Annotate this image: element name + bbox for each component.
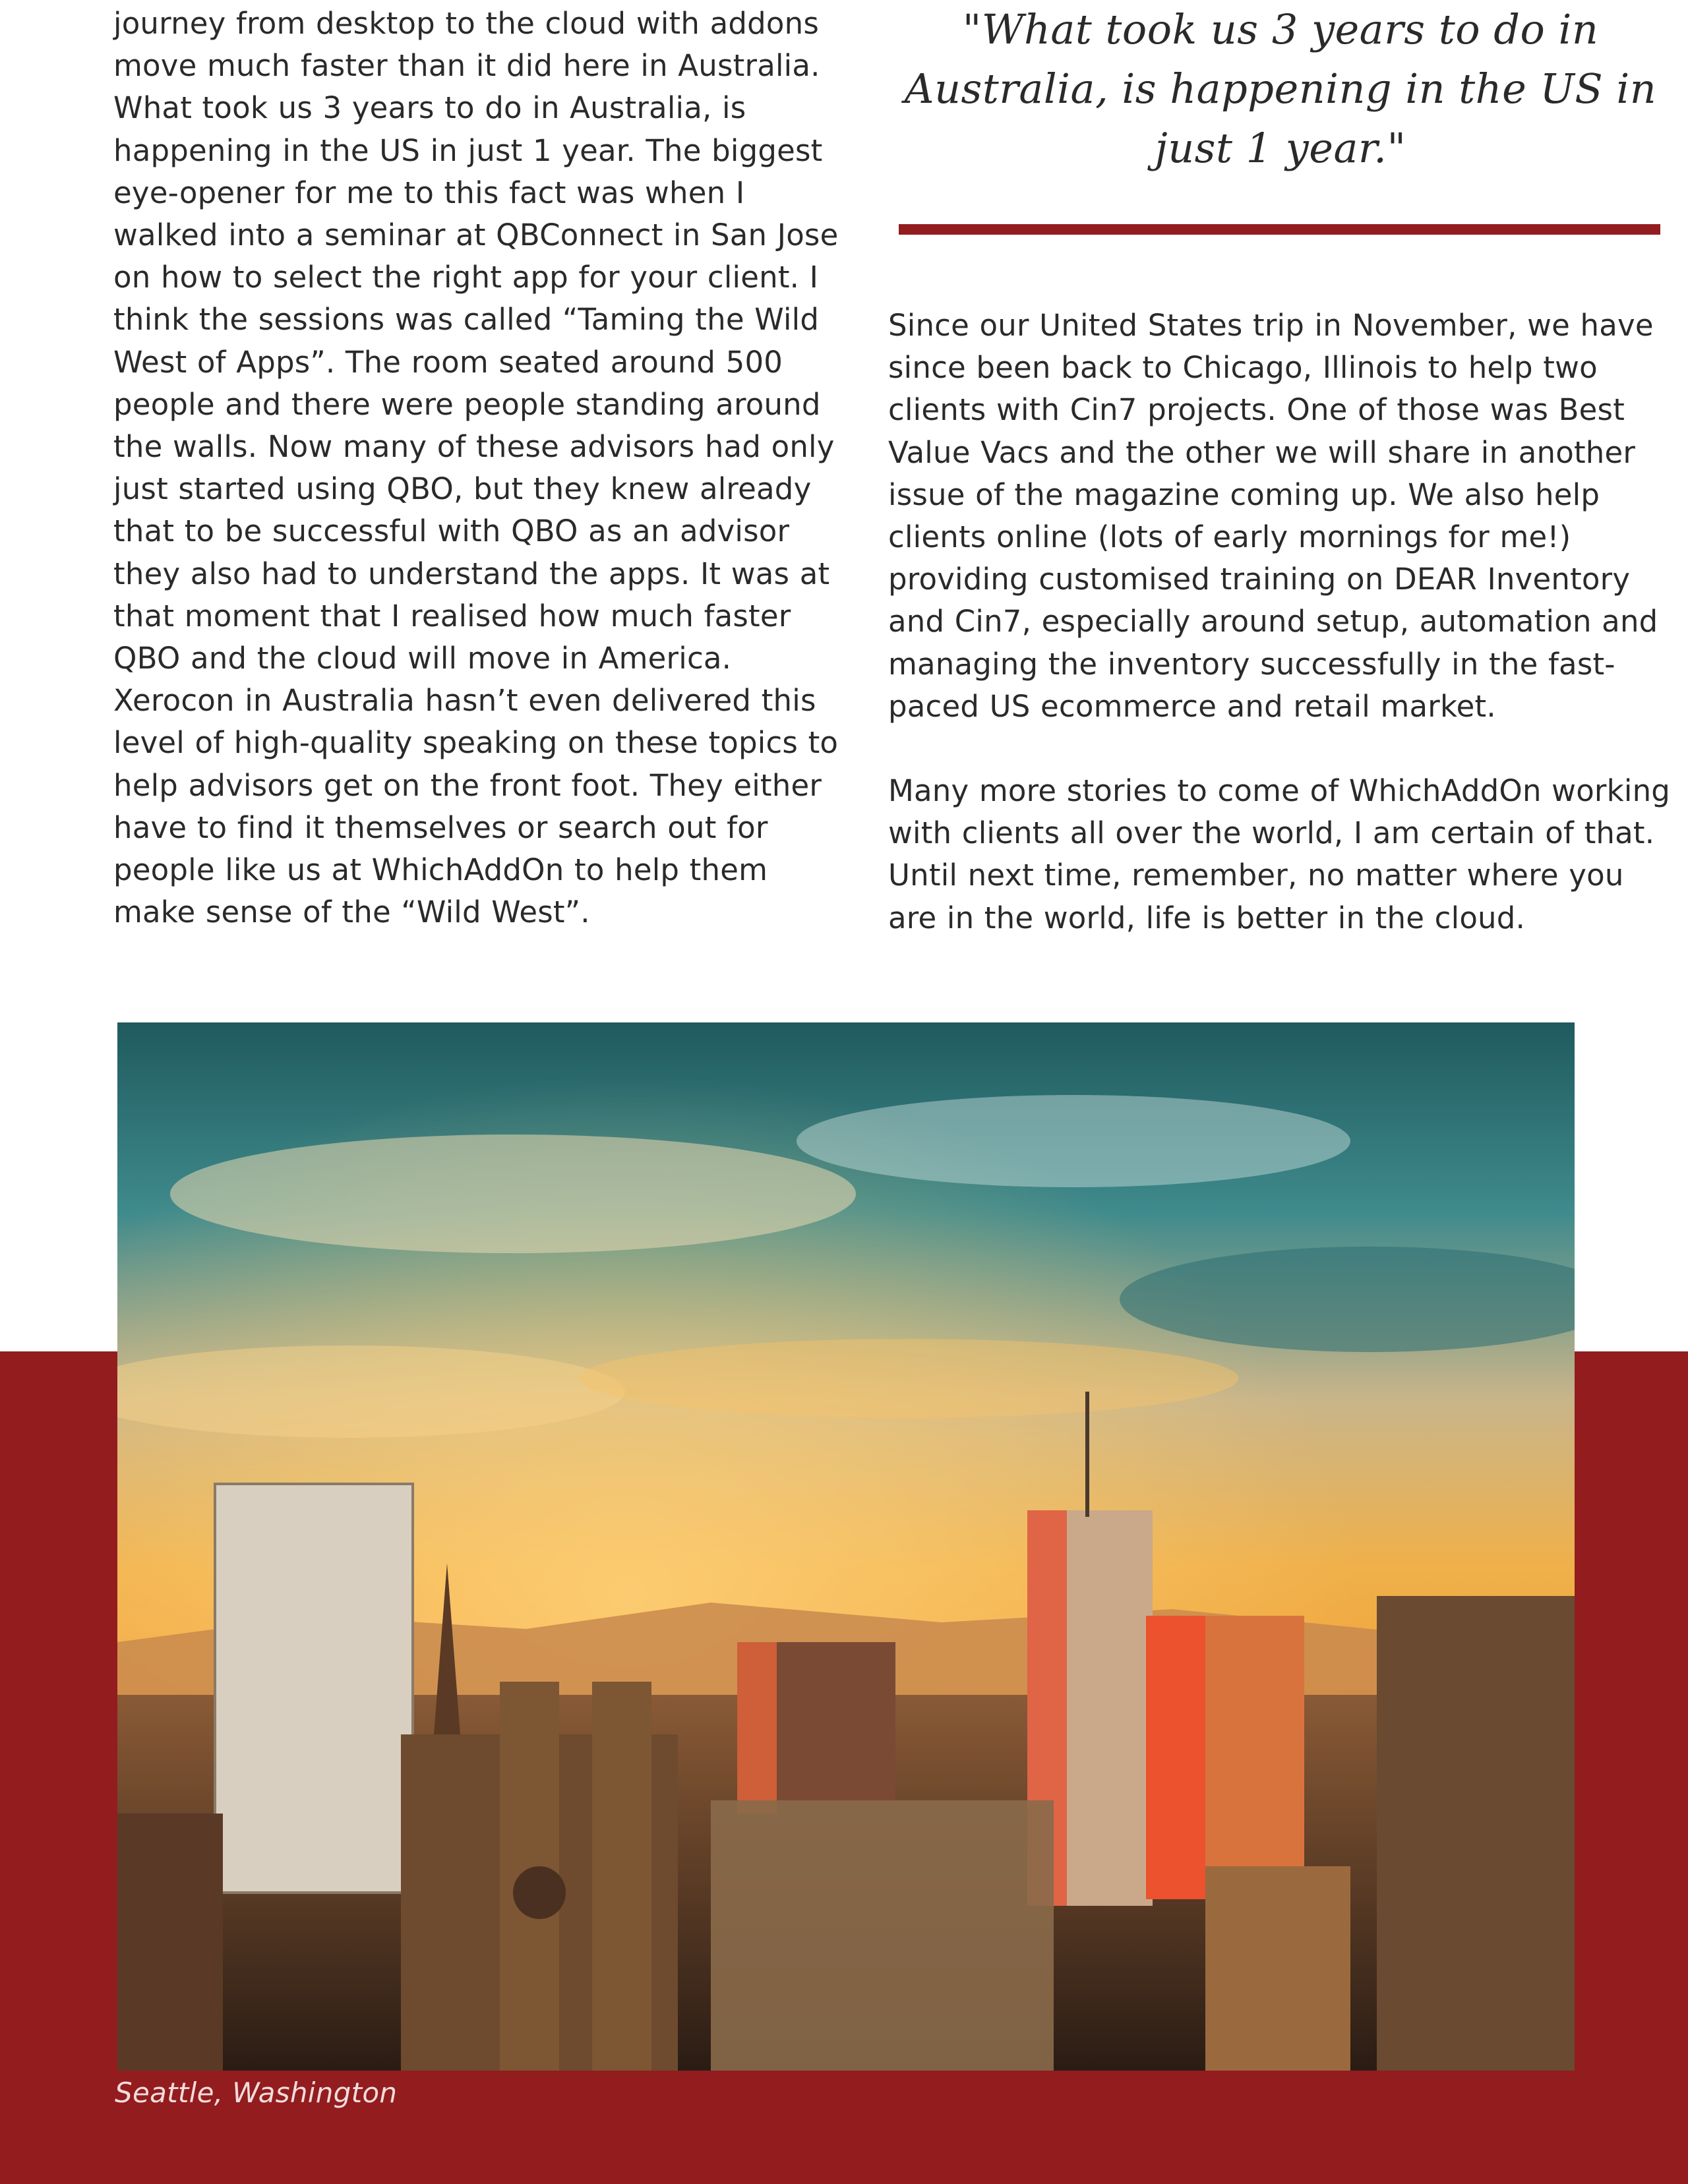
city-skyline-photo xyxy=(117,1022,1575,2071)
city-skyline-illustration xyxy=(117,1022,1575,2071)
article-right-column xyxy=(888,305,1679,982)
pull-quote: "What took us 3 years to do in Australia, is happening in the US in just 1 year." xyxy=(904,5,1657,172)
right-column-paragraph-2: Many more stories to come of WhichAddOn working with clients all over the world, I am certain of that. Until next time, remember, no matter where you are in the world, life is better in the cloud. xyxy=(888,773,1671,935)
article-left-column xyxy=(113,3,852,933)
photo-caption: Seattle, Washington xyxy=(115,2077,398,2109)
right-column-paragraph-1: Since our United States trip in November, we have since been back to Chicago, Illinois to help two clients with Cin7 projects. One of those was Best Value Vacs and the other we will share in another issue of the magazine coming up. We also help clients online (lots of early mornings for me!) providing customised training on DEAR Inventory and Cin7, especially around setup, automation and managing the inventory successfully in the fast-paced US ecommerce and retail market. xyxy=(888,308,1658,724)
left-column-paragraph: journey from desktop to the cloud with addons move much faster than it did here in Australia. What took us 3 years to do in Australia, is happening in the US in just 1 year. The biggest eye-opener for me to this fact was when I walked into a seminar at QBConnect in San Jose on how to select the right app for your client. I think the sessions was called “Taming the Wild West of Apps”. The room seated around 500 people and there were people standing around the walls. Now many of these advisors had only just started using QBO, but they knew already that to be successful with QBO as an advisor they also had to understand the apps. It was at that moment that I realised how much faster QBO and the cloud will move in America. Xerocon in Australia hasn’t even delivered this level of high-quality speaking on these topics to help advisors get on the front foot. They either have to find it themselves or search out for people like us at WhichAddOn to help them make sense of the “Wild West”. xyxy=(113,6,839,930)
pull-quote-divider xyxy=(899,224,1660,235)
